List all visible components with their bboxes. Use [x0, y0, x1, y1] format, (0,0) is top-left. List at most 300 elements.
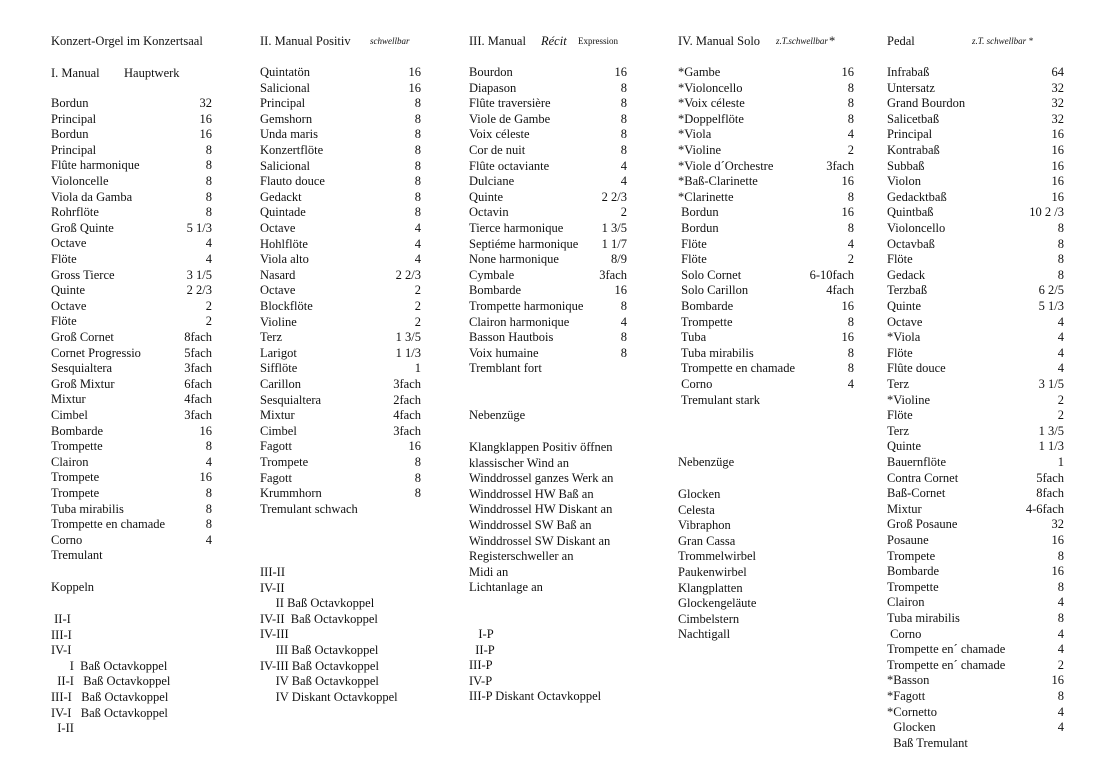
stop-row — [51, 502, 251, 517]
stop-footage: 8 — [620, 111, 627, 126]
koppel-item-text: III-P Diskant Octavkoppel — [469, 689, 602, 704]
stop-name: *Doppelflöte — [678, 111, 744, 126]
stop-footage: 3fach — [393, 423, 421, 438]
stop-footage: 8 — [1057, 689, 1064, 703]
stop-name: Violon — [887, 174, 921, 189]
stop-row — [887, 81, 1087, 96]
koppel-item — [260, 659, 460, 674]
stop-name: Septiéme harmonique — [469, 236, 579, 251]
koppel-item — [51, 628, 251, 643]
nebenzug-item-text: Paukenwirbel — [678, 565, 747, 579]
koppel-item-text: IV-I Baß Octavkoppel — [51, 705, 168, 720]
stop-row — [260, 299, 460, 314]
stop-name: Corno — [887, 626, 922, 641]
stop-footage: 16 — [199, 470, 212, 485]
stop-row — [51, 392, 251, 407]
stop-name: Principal — [260, 96, 306, 111]
koppel-item — [260, 596, 460, 611]
stop-footage: 6fach — [184, 376, 212, 391]
koppel-item — [469, 627, 669, 642]
koppel-item — [51, 643, 251, 658]
stop-footage: 8 — [620, 143, 627, 157]
stop-row — [887, 315, 1087, 330]
koppel-item-text: IV-II — [260, 580, 285, 595]
stop-footage: 8 — [205, 501, 212, 516]
stop-row — [260, 346, 460, 361]
nebenzug-item-text: klassischer Wind an — [469, 455, 569, 470]
stop-footage: 3fach — [184, 408, 212, 422]
stop-row — [469, 81, 669, 96]
stop-name: *Violoncello — [678, 80, 743, 95]
koppel-item — [51, 674, 251, 689]
stop-footage: 32 — [1051, 96, 1064, 111]
stop-footage: 4 — [847, 127, 854, 142]
koppel-item-text: IV-III — [260, 627, 289, 642]
stop-row — [887, 720, 1087, 735]
nebenzug-item-text: Glockengeläute — [678, 596, 757, 611]
stop-footage: 8 — [205, 205, 212, 220]
nebenzug-item — [678, 487, 878, 502]
stop-row — [469, 159, 669, 174]
stop-row — [51, 486, 251, 501]
stop-row — [469, 190, 669, 205]
stop-name: Nasard — [260, 267, 296, 282]
stop-name: Dulciane — [469, 174, 515, 189]
stop-footage: 4 — [847, 377, 854, 391]
stop-row — [51, 346, 251, 361]
stop-footage: 8 — [414, 158, 421, 173]
stop-name: Tuba — [678, 330, 707, 345]
stop-name: Clairon — [887, 595, 925, 610]
stop-footage: 16 — [1051, 673, 1064, 688]
koppel-item — [51, 721, 251, 736]
stop-name: Groß Quinte — [51, 220, 114, 235]
stop-row — [469, 143, 669, 158]
koppel-item — [469, 643, 669, 658]
stop-row — [469, 205, 669, 220]
stop-row — [469, 96, 669, 111]
nebenzug-item — [469, 456, 669, 471]
stop-footage: 16 — [841, 174, 854, 189]
stop-row — [887, 455, 1087, 470]
stop-row — [51, 517, 251, 532]
stop-name: Octave — [260, 221, 296, 235]
stop-row — [51, 174, 251, 189]
stop-footage: 8 — [847, 189, 854, 204]
stop-row — [469, 361, 669, 376]
stop-footage: 1 1/3 — [395, 345, 421, 360]
stop-row — [887, 268, 1087, 283]
stop-row — [260, 65, 460, 80]
stop-row — [887, 424, 1087, 439]
stop-name: Voix humaine — [469, 345, 539, 360]
stop-name: Larigot — [260, 345, 297, 360]
stop-row — [887, 408, 1087, 423]
stop-name: Gedacktbaß — [887, 189, 947, 204]
stop-name: Terzbaß — [887, 283, 928, 298]
stop-footage: 2 — [1057, 657, 1064, 672]
stop-name: Groß Posaune — [887, 517, 958, 532]
nebenzug-item-text: Klangklappen Positiv öffnen — [469, 440, 613, 454]
stop-footage: 4 — [620, 158, 627, 173]
stop-footage: 8 — [847, 80, 854, 95]
nebenzug-item-text: Midi an — [469, 564, 509, 579]
stop-row — [260, 252, 460, 267]
stop-footage: 8 — [847, 111, 854, 126]
stop-footage: 8 — [205, 486, 212, 500]
stop-name: *Viola — [678, 127, 712, 142]
nebenzug-item-text: Winddrossel ganzes Werk an — [469, 471, 614, 486]
stop-row — [469, 283, 669, 298]
nebenzug-item-text: Nachtigall — [678, 627, 731, 642]
stop-footage: 8 — [620, 299, 627, 313]
stop-footage: 4 — [414, 221, 421, 235]
stop-name: Tierce harmonique — [469, 221, 564, 235]
stop-name: Octave — [260, 283, 296, 298]
stop-name: Trompete — [51, 470, 100, 485]
stop-footage: 8 — [1057, 221, 1064, 235]
stop-row — [887, 346, 1087, 361]
stop-name: Terz — [260, 330, 283, 345]
stop-footage: 8 — [205, 174, 212, 188]
stop-footage: 2 — [414, 314, 421, 329]
stop-name: Flöte — [51, 314, 77, 329]
stop-name: Bourdon — [469, 65, 513, 79]
stop-name: Contra Cornet — [887, 470, 959, 485]
nebenzug-item-text: Winddrossel SW Diskant an — [469, 533, 611, 548]
nebenzug-item — [469, 565, 669, 580]
koppel-item-text: IV Diskant Octavkoppel — [260, 689, 398, 704]
stop-row — [678, 268, 878, 283]
stop-footage: 16 — [199, 423, 212, 438]
stop-row — [260, 127, 460, 142]
stop-footage: 8 — [620, 345, 627, 360]
manual-3-heading: III. Manual Récit Expression — [469, 34, 618, 48]
stop-row — [678, 143, 878, 158]
stop-name: Flöte — [51, 252, 77, 266]
stop-row — [887, 673, 1087, 688]
pedal-heading: Pedal z.T. schwellbar * — [887, 34, 1033, 48]
stop-row — [887, 611, 1087, 626]
stop-row — [887, 361, 1087, 376]
stop-row — [51, 205, 251, 220]
stop-name: Bordun — [51, 127, 89, 142]
stop-footage: 8 — [414, 96, 421, 111]
nebenzug-item — [469, 471, 669, 486]
stop-name: Violoncello — [887, 221, 946, 235]
nebenzug-item-text: Winddrossel SW Baß an — [469, 518, 592, 532]
stop-row — [260, 143, 460, 158]
stop-name: Terz — [887, 423, 910, 438]
nebenzug-item — [678, 612, 878, 627]
stop-name: *Clarinette — [678, 189, 734, 204]
manual-2-heading: II. Manual Positiv schwellbar — [260, 34, 410, 48]
stop-row — [887, 517, 1087, 532]
stop-row — [260, 283, 460, 298]
stop-footage: 4 — [1057, 595, 1064, 610]
stop-row — [469, 315, 669, 330]
stop-name: Diapason — [469, 80, 517, 95]
stop-name: *Fagott — [887, 689, 926, 703]
stop-name: Flöte — [887, 408, 913, 423]
stop-name: Rohrflöte — [51, 205, 99, 220]
koppel-item-text: III-P — [469, 658, 493, 673]
stop-row — [51, 283, 251, 298]
stop-footage: 1 3/5 — [1038, 423, 1064, 438]
stop-footage: 16 — [841, 299, 854, 313]
nebenzug-item-text: Winddrossel HW Diskant an — [469, 502, 613, 517]
stop-name: Quintade — [260, 205, 306, 220]
stop-name: Trompette en´ chamade — [887, 657, 1006, 672]
stop-footage: 4 — [1057, 361, 1064, 376]
column-manual-3 — [469, 0, 669, 784]
stop-row — [887, 486, 1087, 501]
stop-name: Fagott — [260, 470, 292, 485]
stop-row — [51, 470, 251, 485]
stop-footage: 5fach — [1036, 470, 1064, 485]
stop-name: Grand Bourdon — [887, 96, 966, 111]
stop-row — [678, 377, 878, 392]
nebenzug-item-text: Winddrossel HW Baß an — [469, 486, 594, 501]
stop-footage: 3 1/5 — [186, 267, 212, 282]
stop-footage: 8/9 — [611, 252, 627, 267]
koppel-item-text: III-I Baß Octavkoppel — [51, 690, 169, 704]
nebenzuege-heading-4: Nebenzüge — [678, 455, 735, 469]
nebenzug-item — [678, 596, 878, 611]
stop-row — [678, 283, 878, 298]
stop-row — [887, 65, 1087, 80]
stop-name: Quinte — [469, 189, 504, 204]
koppel-item-text: II-P — [469, 642, 495, 657]
stop-row — [887, 159, 1087, 174]
stop-row — [51, 143, 251, 158]
stop-footage: 2 2/3 — [395, 267, 421, 282]
stop-footage: 8 — [847, 221, 854, 235]
stop-name: Octave — [51, 298, 87, 313]
stop-row — [678, 315, 878, 330]
stop-row — [678, 159, 878, 174]
stop-name: Baß Tremulant — [887, 735, 968, 750]
stop-footage: 8 — [847, 314, 854, 329]
stop-name: Sifflöte — [260, 361, 298, 376]
stop-row — [51, 408, 251, 423]
stop-name: Sesquialtera — [51, 361, 113, 376]
stop-footage: 8 — [414, 111, 421, 126]
stop-row — [887, 689, 1087, 704]
stop-name: Subbaß — [887, 158, 925, 173]
stop-row — [887, 502, 1087, 517]
stop-row — [51, 330, 251, 345]
stop-row — [51, 361, 251, 376]
stop-footage: 4 — [1057, 345, 1064, 360]
stop-name: Violoncelle — [51, 174, 109, 188]
stop-row — [51, 299, 251, 314]
koppel-item-text: III Baß Octavkoppel — [260, 643, 379, 657]
stop-footage: 8 — [414, 127, 421, 142]
stop-name: Principal — [51, 111, 97, 126]
nebenzug-item-text: Vibraphon — [678, 518, 731, 533]
stop-footage: 2fach — [393, 392, 421, 407]
stop-row — [469, 330, 669, 345]
stop-name: Octavbaß — [887, 236, 935, 251]
stop-name: Viola da Gamba — [51, 189, 133, 204]
stop-name: Tremulant — [51, 548, 103, 563]
stop-name: Bordun — [51, 96, 89, 110]
stop-name: *Basson — [887, 673, 930, 688]
stop-row — [469, 299, 669, 314]
stop-row — [678, 127, 878, 142]
stop-name: Trompette en´ chamade — [887, 642, 1006, 657]
stop-row — [887, 205, 1087, 220]
koppel-item — [260, 581, 460, 596]
stop-row — [887, 736, 1087, 751]
stop-name: Bombarde — [887, 564, 940, 579]
nebenzug-item — [469, 580, 669, 595]
nebenzug-item — [678, 549, 878, 564]
stop-name: Tremblant fort — [469, 361, 542, 376]
stop-row — [887, 377, 1087, 392]
stop-footage: 8 — [1057, 252, 1064, 267]
stop-name: Tuba mirabilis — [51, 501, 124, 516]
stop-footage: 8 — [1057, 267, 1064, 282]
stop-footage: 4 — [414, 236, 421, 251]
stop-row — [887, 330, 1087, 345]
stop-footage: 3fach — [826, 158, 854, 173]
nebenzug-item-text: Lichtanlage an — [469, 580, 543, 595]
manual-1-heading: I. Manual Hauptwerk — [51, 66, 180, 80]
stop-row — [678, 330, 878, 345]
stop-row — [887, 439, 1087, 454]
stop-name: Infrabaß — [887, 65, 930, 79]
stop-footage: 16 — [199, 111, 212, 126]
koppeln-heading: Koppeln — [51, 580, 95, 594]
stop-row — [678, 174, 878, 189]
stop-footage: 16 — [1051, 189, 1064, 204]
nebenzug-item-text: Cimbelstern — [678, 611, 740, 626]
stop-name: Mixtur — [887, 501, 922, 516]
stop-row — [260, 268, 460, 283]
stop-row — [260, 221, 460, 236]
stop-name: Kontrabaß — [887, 143, 940, 157]
manual-4-heading: IV. Manual Solo z.T.schwellbar * — [678, 34, 836, 48]
nebenzug-item — [678, 565, 878, 580]
nebenzug-item — [469, 440, 669, 455]
stop-row — [51, 252, 251, 267]
stop-footage: 4 — [620, 174, 627, 189]
koppel-item — [469, 689, 669, 704]
stop-row — [51, 127, 251, 142]
stop-footage: 4 — [205, 454, 212, 469]
koppel-item — [260, 643, 460, 658]
koppel-item-text: IV-II Baß Octavkoppel — [260, 611, 378, 626]
nebenzug-item — [469, 487, 669, 502]
stop-footage: 8 — [414, 143, 421, 157]
stop-name: Tuba mirabilis — [678, 345, 754, 360]
stop-footage: 8fach — [184, 330, 212, 344]
stop-row — [887, 658, 1087, 673]
nebenzug-item — [678, 503, 878, 518]
stop-row — [260, 174, 460, 189]
stop-row — [260, 455, 460, 470]
stop-footage: 16 — [1051, 533, 1064, 547]
stop-row — [887, 127, 1087, 142]
stop-footage: 8 — [205, 517, 212, 532]
stop-footage: 2 — [205, 298, 212, 313]
stop-name: Gedackt — [260, 189, 302, 204]
stop-row — [51, 221, 251, 236]
stop-row — [260, 205, 460, 220]
koppel-item-text: IV-III Baß Octavkoppel — [260, 658, 379, 673]
koppel-item-text: IV-P — [469, 673, 493, 688]
stop-footage: 3fach — [184, 361, 212, 376]
stop-name: Flöte — [678, 252, 707, 267]
koppel-item — [260, 627, 460, 642]
stop-footage: 8 — [414, 174, 421, 189]
stop-row — [51, 455, 251, 470]
stop-row — [887, 190, 1087, 205]
stop-footage: 16 — [408, 65, 421, 79]
stop-name: Bordun — [678, 205, 719, 220]
stop-name: Solo Carillon — [678, 283, 749, 298]
stop-row — [887, 705, 1087, 720]
stop-footage: 16 — [408, 80, 421, 95]
stop-name: Posaune — [887, 533, 929, 547]
stop-footage: 4 — [205, 532, 212, 547]
stop-footage: 8 — [414, 205, 421, 220]
stop-footage: 5fach — [184, 345, 212, 360]
column-pedal — [887, 0, 1087, 784]
koppel-item — [469, 674, 669, 689]
stop-name: Cornet Progressio — [51, 345, 141, 360]
stop-name: Bauernflöte — [887, 455, 947, 469]
stop-row — [887, 237, 1087, 252]
nebenzug-item — [469, 549, 669, 564]
stop-footage: 16 — [841, 330, 854, 345]
stop-row — [51, 158, 251, 173]
stop-name: Viole de Gambe — [469, 111, 551, 126]
stop-row — [260, 112, 460, 127]
stop-footage: 4 — [205, 252, 212, 266]
stop-name: Principal — [51, 142, 97, 157]
stop-row — [887, 393, 1087, 408]
koppel-item — [260, 690, 460, 705]
stop-name: Octave — [887, 314, 923, 329]
stop-name: Octave — [51, 236, 87, 251]
stop-row — [260, 502, 460, 517]
stop-footage: 8 — [205, 142, 212, 157]
stop-name: Groß Mixtur — [51, 376, 115, 391]
stop-name: Tremulant schwach — [260, 501, 358, 516]
stop-name: Fagott — [260, 439, 292, 454]
stop-footage: 4 — [1057, 642, 1064, 657]
stop-name: Tremulant stark — [678, 392, 760, 407]
stop-name: Carillon — [260, 377, 301, 391]
stop-name: Flöte — [887, 345, 913, 360]
stop-row — [887, 221, 1087, 236]
stop-row — [260, 439, 460, 454]
stop-name: *Violine — [887, 392, 930, 407]
stop-name: Mixtur — [51, 392, 86, 407]
nebenzug-item — [678, 627, 878, 642]
stop-row — [887, 143, 1087, 158]
stop-name: *Viola — [887, 330, 921, 345]
nebenzug-item-text: Gran Cassa — [678, 533, 736, 548]
stop-name: Trompete — [51, 486, 100, 500]
stop-footage: 4 — [205, 236, 212, 251]
koppel-item-text: III-I — [51, 627, 72, 642]
koppel-item-text: II Baß Octavkoppel — [260, 596, 375, 611]
stop-row — [51, 377, 251, 392]
